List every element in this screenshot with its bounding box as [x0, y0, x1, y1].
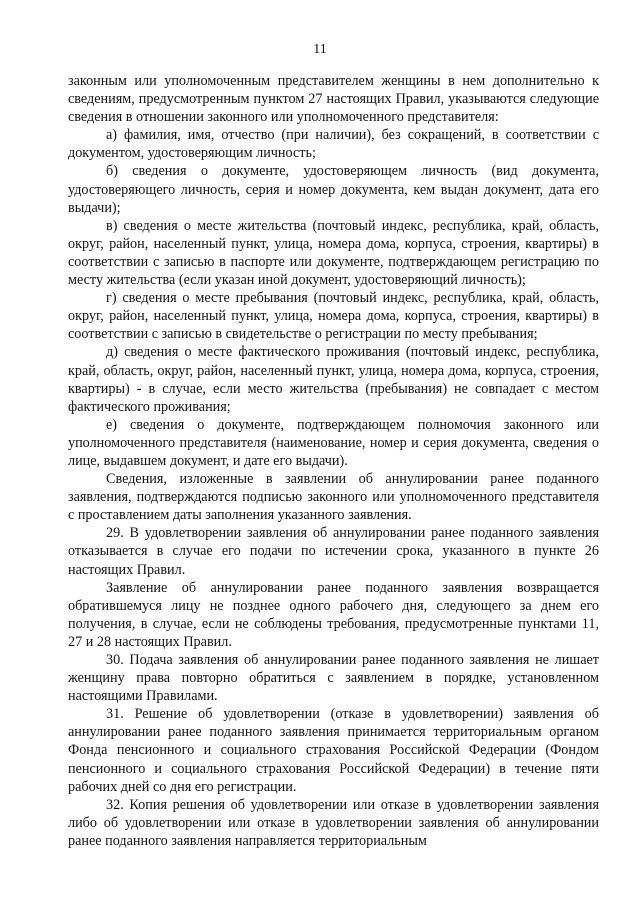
paragraph-clause-29: 29. В удовлетворении заявления об аннулировании ранее поданного заявления отказывается в случае его подачи по истечении срока, указанного в пункте 26 настоящих Правил. — [68, 525, 599, 578]
paragraph-clause-31: 31. Решение об удовлетворении (отказе в удовлетворении) заявления об аннулировании ранее поданного заявления принимается территориальным органом Фонда пенсионного и социального страхования Российской Федерации (Фондом пенсионного и социального страхования Российской Федерации) в течение пяти рабочих дней со дня его регистрации. — [68, 706, 599, 795]
paragraph-item-v: в) сведения о месте жительства (почтовый индекс, республика, край, область, округ, район, населенный пункт, улица, номера дома, корпуса, строения, квартиры) в соответствии с записью в паспорте или документе, подтверждающем регистрацию по месту жительства (если указан иной документ, удостоверяющий личность); — [68, 217, 599, 289]
paragraph-signature-info: Сведения, изложенные в заявлении об аннулировании ранее поданного заявления, подтверждаются подписью законного или уполномоченного представителя с проставлением даты заполнения указанного заявления. — [68, 471, 599, 524]
paragraph-continuation: законным или уполномоченным представителем женщины в нем дополнительно к сведениям, предусмотренным пунктом 27 настоящих Правил, указываются следующие сведения в отношении законного или уполномоченного представителя: — [68, 73, 599, 126]
paragraph-item-b: б) сведения о документе, удостоверяющем личность (вид документа, удостоверяющего личность, серия и номер документа, кем выдан документ, дата его выдачи); — [68, 163, 599, 216]
paragraph-clause-30: 30. Подача заявления об аннулировании ранее поданного заявления не лишает женщину права повторно обратиться с заявлением в порядке, установленном настоящими Правилами. — [68, 652, 599, 705]
paragraph-return-rule: Заявление об аннулировании ранее поданного заявления возвращается обратившемуся лицу не позднее одного рабочего дня, следующего за днем его получения, в случае, если не соблюдены требования, предусмотренные пунктами 11, 27 и 28 настоящих Правил. — [68, 579, 599, 650]
paragraph-item-a: а) фамилия, имя, отчество (при наличии), без сокращений, в соответствии с документом, удостоверяющим личность; — [68, 127, 599, 162]
paragraph-clause-32: 32. Копия решения об удовлетворении или отказе в удовлетворении заявления либо об удовлетворении или отказе в удовлетворении заявления об аннулировании ранее поданного заявления направляется территориальным — [68, 796, 599, 849]
document-body — [68, 72, 599, 850]
paragraph-item-g: г) сведения о месте пребывания (почтовый индекс, республика, край, область, округ, район, населенный пункт, улица, номера дома, корпуса, строения, квартиры) в соответствии с записью в свидетельстве о регистрации по месту пребывания; — [68, 290, 599, 343]
paragraph-item-d: д) сведения о месте фактического проживания (почтовый индекс, республика, край, область, округ, район, населенный пункт, улица, номера дома, корпуса, строения, квартиры) - в случае, если место жительства (пребывания) не совпадает с местом фактического проживания; — [68, 344, 599, 415]
page-number: 11 — [313, 42, 327, 57]
paragraph-item-e: е) сведения о документе, подтверждающем полномочия законного или уполномоченного представителя (наименование, номер и серия документа, сведения о лице, выдавшем документ, и дате его выдачи). — [68, 416, 599, 469]
